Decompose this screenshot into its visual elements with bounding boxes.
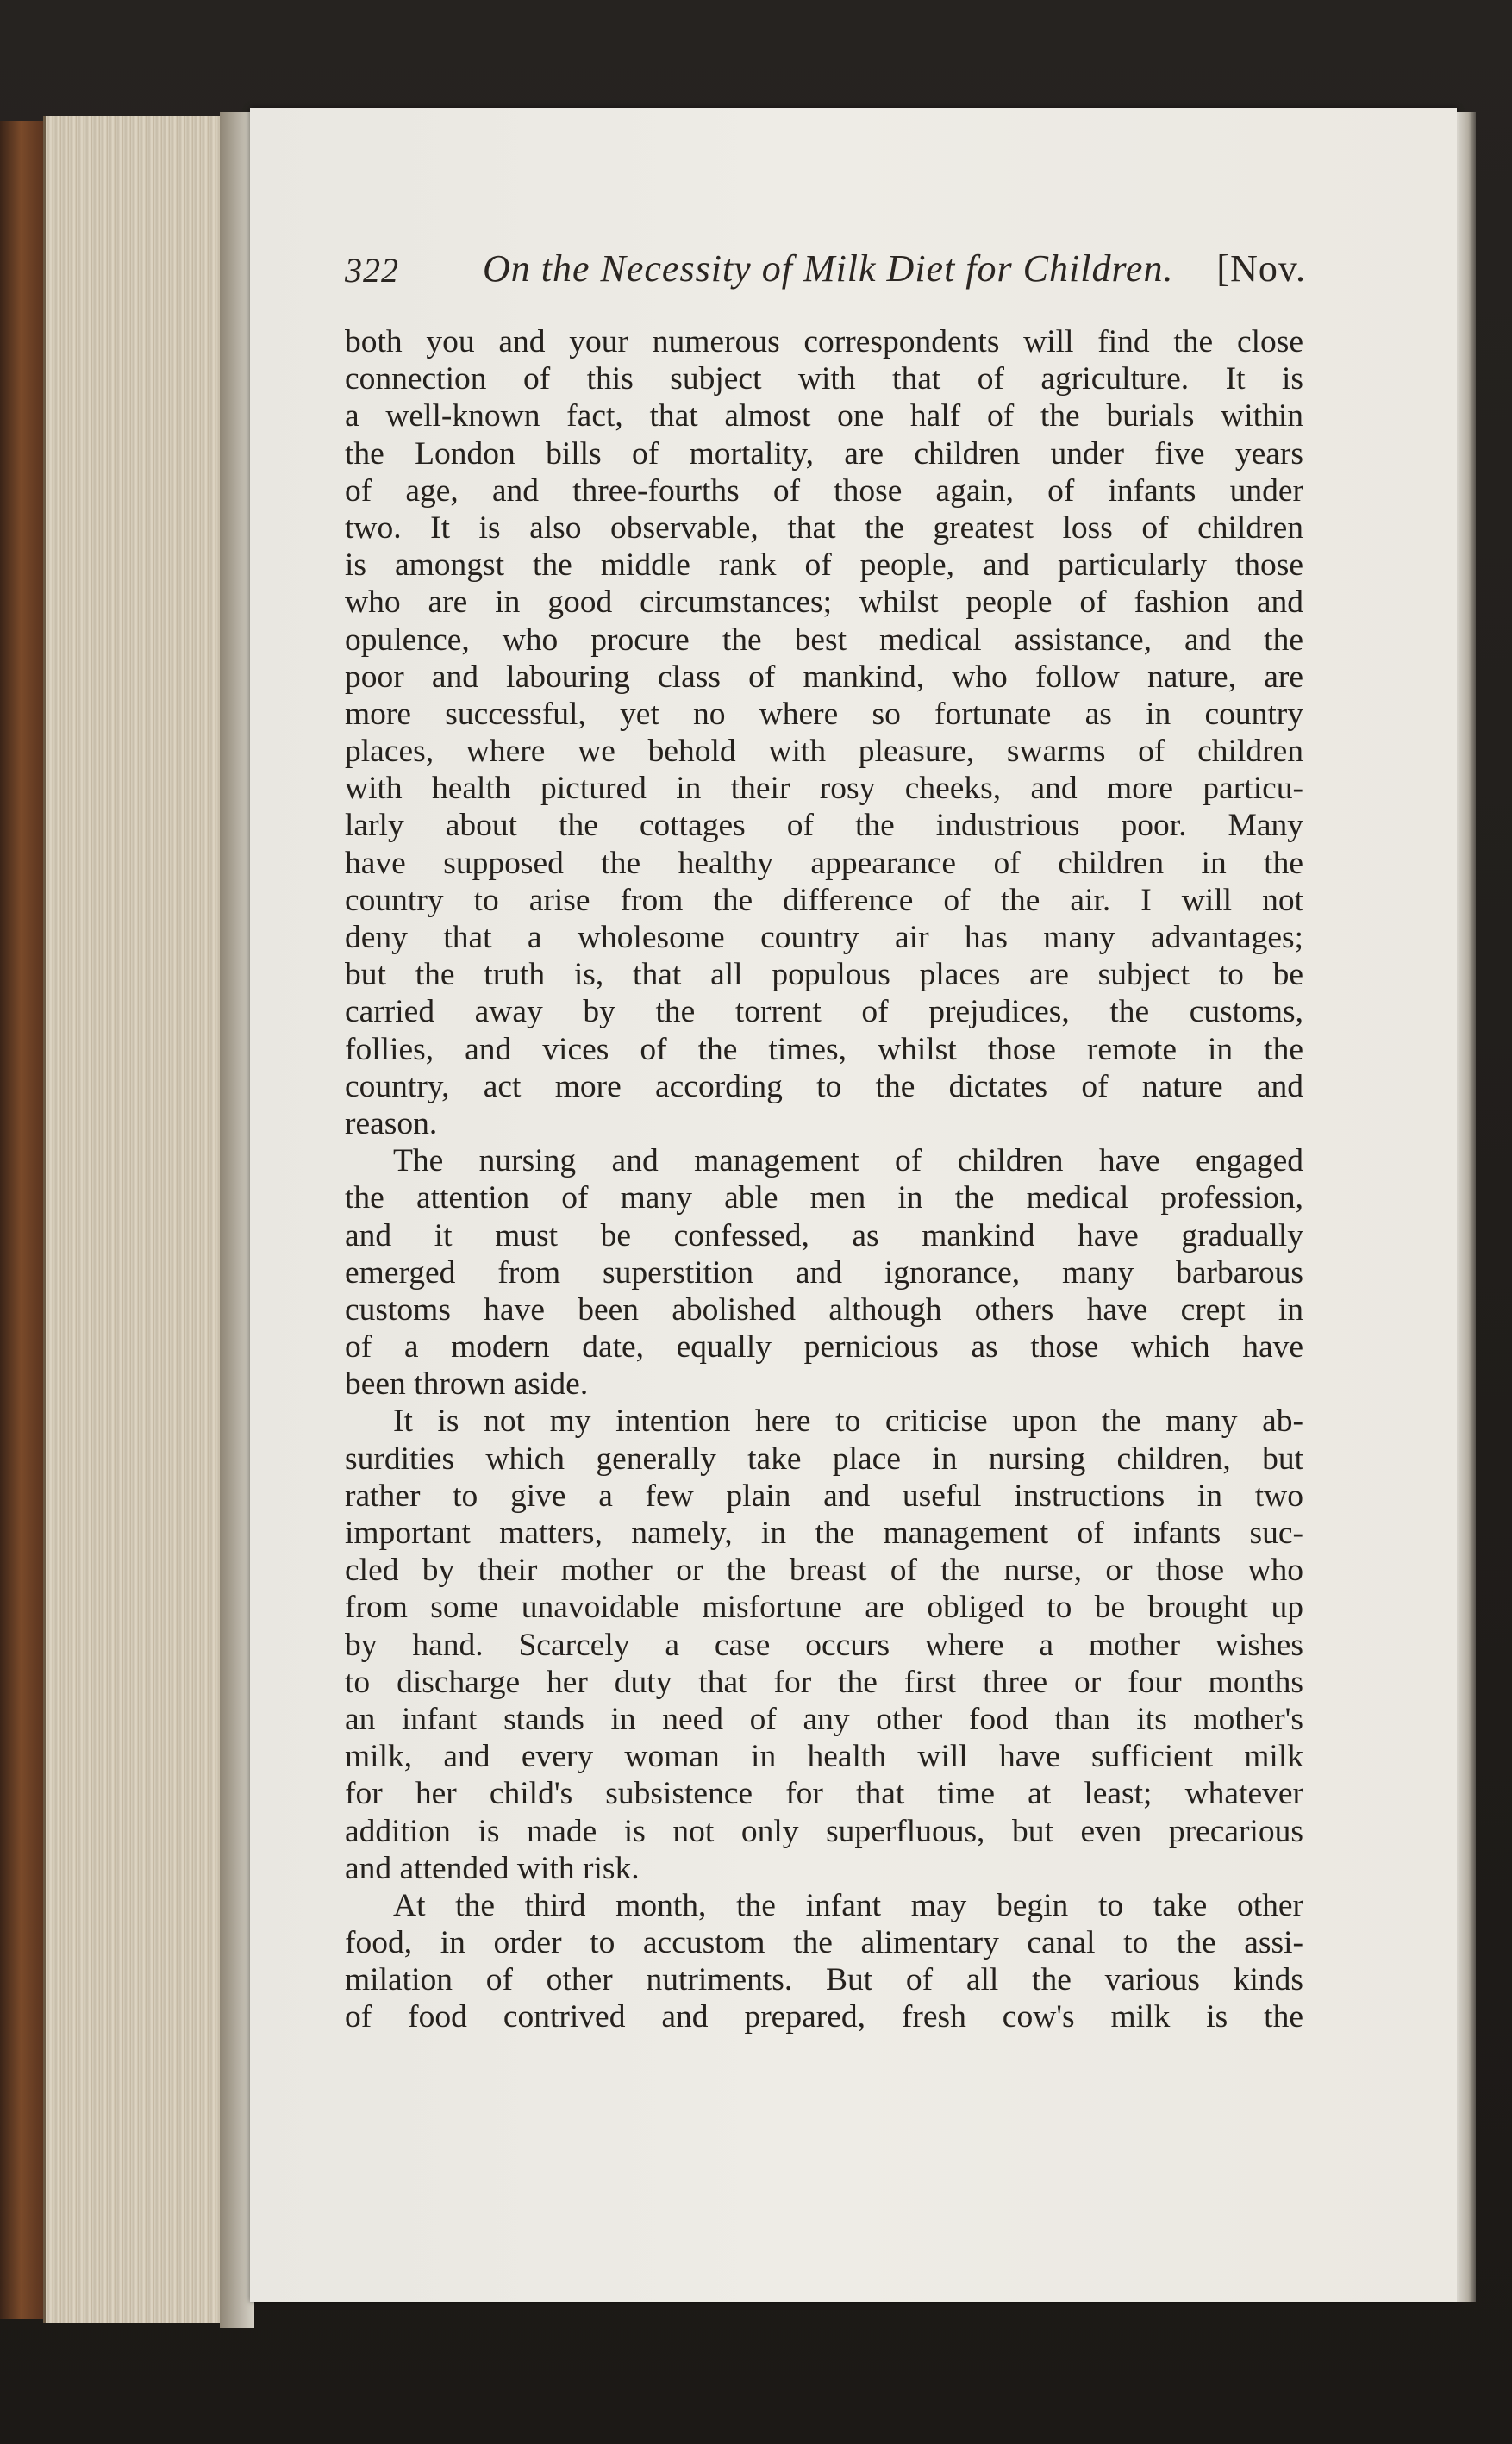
- page-number: 322: [345, 251, 399, 290]
- text-line: deny that a wholesome country air has many advantages;: [345, 920, 1303, 955]
- text-line: At the third month, the infant may begin to take other: [393, 1887, 1303, 1923]
- running-title: On the Necessity of Milk Diet for Children.: [483, 247, 1174, 290]
- text-line: surdities which generally take place in nursing children, but: [345, 1441, 1303, 1477]
- text-line: addition is made is not only superfluous, but even precarious: [345, 1813, 1303, 1849]
- text-line: the attention of many able men in the medical profession,: [345, 1180, 1303, 1216]
- text-line: follies, and vices of the times, whilst those remote in the: [345, 1031, 1303, 1067]
- text-line: food, in order to accustom the alimentary canal to the assi-: [345, 1925, 1303, 1961]
- text-line: the London bills of mortality, are children under five years: [345, 435, 1303, 472]
- text-line: by hand. Scarcely a case occurs where a mother wishes: [345, 1627, 1303, 1663]
- text-line: but the truth is, that all populous places are subject to be: [345, 957, 1303, 993]
- text-line: both you and your numerous correspondents will find the close: [345, 324, 1303, 359]
- text-line: of age, and three-fourths of those again, of infants under: [345, 472, 1303, 509]
- text-line: and attended with risk.: [345, 1850, 640, 1886]
- text-line: The nursing and management of children have engaged: [393, 1143, 1303, 1179]
- text-line: emerged from superstition and ignorance, many barbarous: [345, 1254, 1303, 1291]
- text-line: It is not my intention here to criticise upon the many ab-: [393, 1403, 1303, 1440]
- text-line: of a modern date, equally pernicious as those which have: [345, 1329, 1303, 1366]
- text-line: have supposed the healthy appearance of children in the: [345, 845, 1303, 881]
- text-line: from some unavoidable misfortune are obliged to be brought up: [345, 1590, 1303, 1626]
- running-month: [Nov.: [1216, 247, 1306, 290]
- text-line: milation of other nutriments. But of all the various kinds: [345, 1962, 1303, 1998]
- text-line: connection of this subject with that of agriculture. It is: [345, 361, 1303, 397]
- text-line: who are in good circumstances; whilst people of fashion and: [345, 584, 1303, 621]
- text-line: for her child's subsistence for that time at least; whatever: [345, 1776, 1303, 1812]
- body-text: [345, 323, 1303, 2036]
- page-edge-right: [1457, 112, 1476, 2302]
- text-line: with health pictured in their rosy cheeks, and more particu-: [345, 771, 1303, 807]
- text-line: poor and labouring class of mankind, who follow nature, are: [345, 659, 1303, 695]
- text-line: larly about the cottages of the industrious poor. Many: [345, 808, 1303, 844]
- text-line: opulence, who procure the best medical assistance, and the: [345, 622, 1303, 658]
- text-line: is amongst the middle rank of people, and particularly those: [345, 547, 1303, 584]
- text-line: milk, and every woman in health will have sufficient milk: [345, 1739, 1303, 1775]
- text-line: important matters, namely, in the management of infants suc-: [345, 1516, 1303, 1551]
- text-line: and it must be confessed, as mankind have gradually: [345, 1217, 1303, 1253]
- running-header: [345, 247, 1306, 302]
- gutter-shadow: [220, 112, 254, 2328]
- page-stack-left: [43, 116, 227, 2323]
- text-line: to discharge her duty that for the first three or four months: [345, 1664, 1303, 1700]
- text-line: rather to give a few plain and useful instructions in two: [345, 1478, 1303, 1514]
- text-line: an infant stands in need of any other food than its mother's: [345, 1701, 1303, 1737]
- text-line: been thrown aside.: [345, 1366, 589, 1403]
- text-line: more successful, yet no where so fortunate as in country: [345, 696, 1303, 732]
- text-line: of food contrived and prepared, fresh cow's milk is the: [345, 1999, 1303, 2035]
- text-line: country to arise from the difference of the air. I will not: [345, 882, 1303, 918]
- text-line: cled by their mother or the breast of the nurse, or those who: [345, 1553, 1303, 1589]
- text-line: customs have been abolished although others have crept in: [345, 1291, 1303, 1328]
- text-line: country, act more according to the dictates of nature and: [345, 1068, 1303, 1104]
- text-line: places, where we behold with pleasure, swarms of children: [345, 734, 1303, 770]
- text-line: two. It is also observable, that the greatest loss of children: [345, 509, 1303, 546]
- text-line: a well-known fact, that almost one half of the burials within: [345, 398, 1303, 434]
- text-line: carried away by the torrent of prejudices, the customs,: [345, 994, 1303, 1030]
- text-line: reason.: [345, 1105, 438, 1141]
